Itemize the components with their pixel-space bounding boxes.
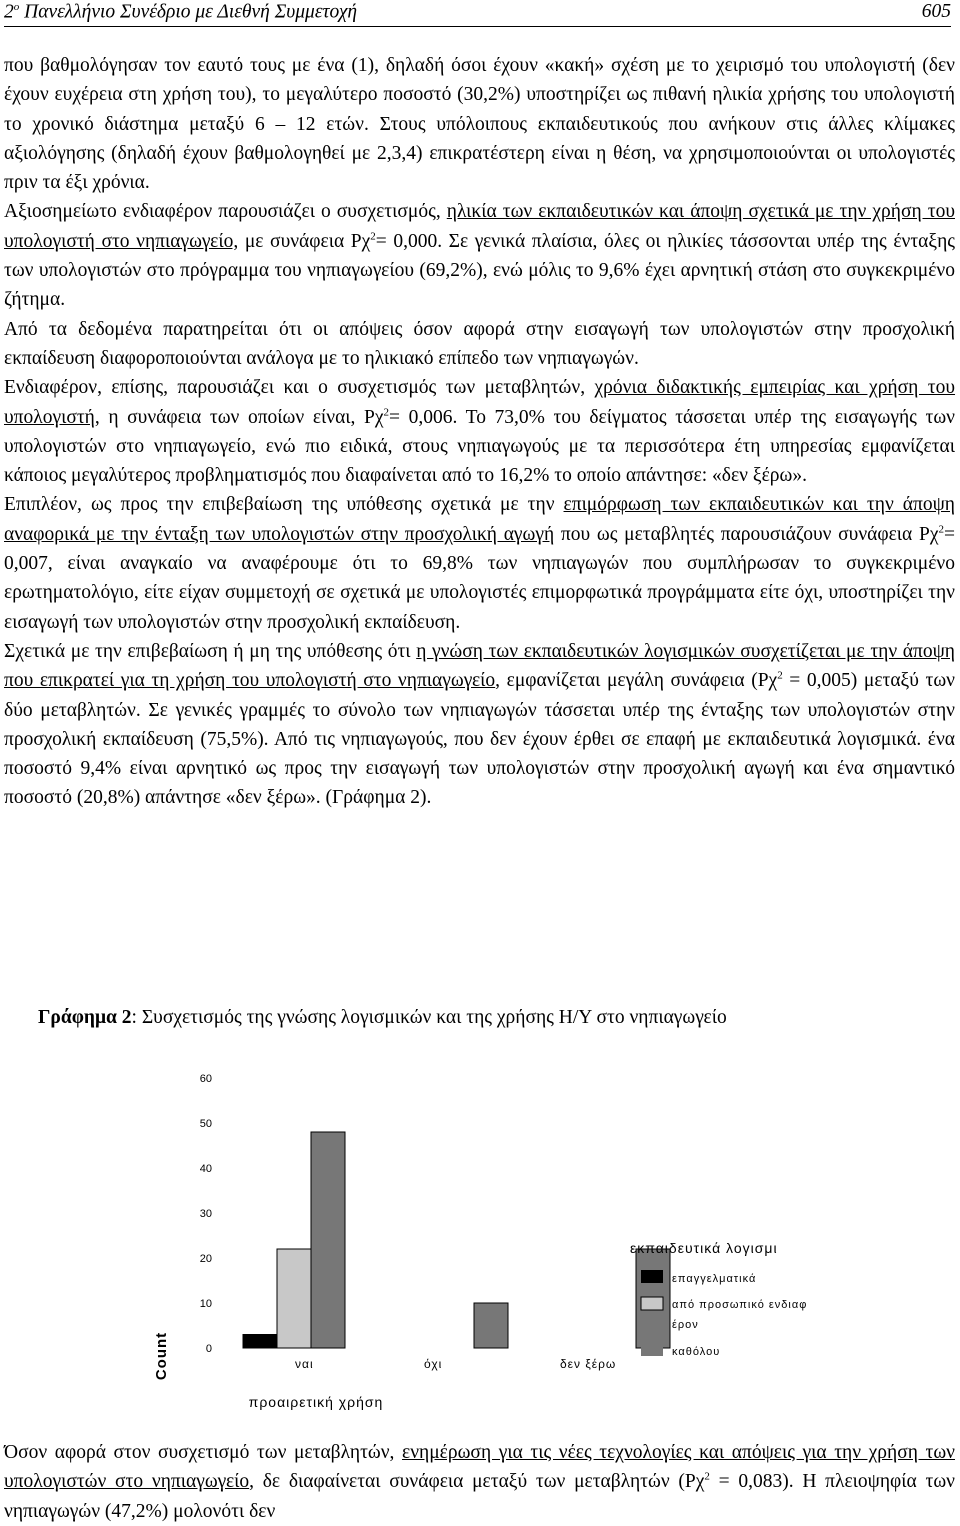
x-tick-label: ναι bbox=[295, 1357, 314, 1371]
y-axis-label: Count bbox=[153, 1331, 170, 1381]
x-tick-label: δεν ξέρω bbox=[560, 1357, 617, 1371]
page-number: 605 bbox=[921, 1, 951, 22]
body-text-bottom bbox=[4, 1438, 955, 1526]
y-tick-label: 30 bbox=[199, 1208, 212, 1220]
bar-1-1 bbox=[243, 1335, 277, 1349]
y-tick-label: 0 bbox=[205, 1343, 212, 1355]
legend-label-2a: από προσωπικό ενδιαφ bbox=[672, 1299, 808, 1311]
y-tick-label: 20 bbox=[199, 1253, 212, 1265]
paragraph-2: Αξιοσημείωτο ενδιαφέρον παρουσιάζει ο συσχετισμός, ηλικία των εκπαιδευτικών και άποψη σχετικά με την χρήση του υπολογιστή στο νηπιαγωγείο, με συνάφεια $P\chi^2= 0,000$. Σε γενικά πλαίσια, όλες οι ηλικίες τάσσονται υπέρ της ένταξης των υπολογιστών στο πρόγραμμα του νηπιαγωγείου (69,2%), ενώ μόλις το 9,6% έχει αρνητική στάση στο συγκεκριμένο ζήτημα. bbox=[4, 201, 955, 311]
bar-2-3 bbox=[474, 1303, 508, 1348]
body-text bbox=[4, 51, 955, 813]
paragraph-6: Σχετικά με την επιβεβαίωση ή μη της υπόθεσης ότι η γνώση των εκπαιδευτικών λογισμικών συσχετίζεται με την άποψη που επικρατεί για τη χρήση του υπολογιστή στο νηπιαγωγείο, εμφανίζεται μεγάλη συνάφεια $(P\chi^2 = 0,005)$ μεταξύ των δύο μεταβλητών. Σε γενικές γραμμές το σύνολο των νηπιαγωγών τάσσεται υπέρ της ένταξης των υπολογιστών στην προσχολική εκπαίδευση (75,5%). Από τις νηπιαγωγούς, που δεν έχουν έρθει σε επαφή με εκπαιδευτικά λογισμικά. ένα ποσοστό 9,4% είναι αρνητικό ως προς την εισαγωγή των υπολογιστών στην προσχολική αγωγή και ένα σημαντικό ποσοστό (20,8%) απάντησε «δεν ξέρω». (Γράφημα 2). bbox=[4, 640, 956, 809]
chart-bars bbox=[243, 1132, 670, 1348]
y-axis-ticks bbox=[200, 1073, 212, 1355]
legend-swatch-2 bbox=[641, 1297, 663, 1310]
paragraph-1: που βαθμολόγησαν τον εαυτό τους με ένα (1), δηλαδή όσοι έχουν «κακή» σχέση με το χειρισμό του υπολογιστή (δεν έχουν ευχέρεια στη χρήση του), το μεγαλύτερο ποσοστό (30,2%) υποστηρίζει ως πιθανή ηλικία χρήσης του υπολογιστή το χρονικό διάστημα μεταξύ 6 – 12 ετών. Στους υπόλοιπους εκπαιδευτικούς που ανήκουν στις άλλες κλίμακες αξιολόγησης (δηλαδή έχουν βαθμολογηθεί με 2,3,4) επικρατέστερη είναι η θέση, να χρησιμοποιούνται οι υπολογιστές πριν τα έξι χρόνια. bbox=[4, 55, 955, 194]
legend-title: εκπαιδευτικά λογισμι bbox=[630, 1240, 778, 1256]
legend-swatch-1 bbox=[641, 1270, 663, 1283]
legend-label-1: επαγγελματικά bbox=[672, 1273, 757, 1285]
bar-chart bbox=[0, 1050, 960, 1420]
x-axis-labels bbox=[295, 1357, 616, 1371]
y-tick-label: 50 bbox=[199, 1118, 212, 1130]
figure-caption: Γράφημα 2: Συσχετισμός της γνώσης λογισμικών και της χρήσης Η/Υ στο νηπιαγωγείο bbox=[38, 1007, 727, 1028]
legend-swatch-3 bbox=[641, 1343, 663, 1356]
page-header bbox=[4, 0, 951, 27]
bar-1-3 bbox=[311, 1132, 345, 1348]
paragraph-3: Από τα δεδομένα παρατηρείται ότι οι απόψεις όσον αφορά στην εισαγωγή των υπολογιστών στην προσχολική εκπαίδευση διαφοροποιούνται ανάλογα με το ηλικιακό επίπεδο των νηπιαγωγών. bbox=[4, 318, 955, 369]
legend-label-3: καθόλου bbox=[672, 1346, 721, 1358]
paragraph-4: Ενδιαφέρον, επίσης, παρουσιάζει και ο συσχετισμός των μεταβλητών, χρόνια διδακτικής εμπειρίας και χρήση του υπολογιστή, η συνάφεια των οποίων είναι, $P\chi^2= 0,006$. Το 73,0% του δείγματος τάσσεται υπέρ της εισαγωγής των υπολογιστών στο νηπιαγωγείο, ενώ πιο ειδικά, στους νηπιαγωγούς με τα περισσότερα έτη υπηρεσίας εμφανίζεται κάποιος μεγαλύτερος προβληματισμός που διαφαίνεται από το 16,2% το οποίο απάντησε: «δεν ξέρω». bbox=[4, 377, 956, 487]
bar-1-2 bbox=[277, 1249, 311, 1348]
x-axis-label: προαιρετική χρήση bbox=[248, 1394, 384, 1410]
paragraph-7: Όσον αφορά στον συσχετισμό των μεταβλητών, ενημέρωση για τις νέες τεχνολογίες και απόψεις για την χρήση των υπολογιστών στο νηπιαγωγείο, δε διαφαίνεται συνάφεια μεταξύ των μεταβλητών $(P\chi^2 = 0,083)$. Η πλειοψηφία των νηπιαγωγών (47,2%) μολονότι δεν bbox=[4, 1442, 955, 1522]
y-tick-label: 60 bbox=[199, 1073, 212, 1085]
paragraph-5: Επιπλέον, ως προς την επιβεβαίωση της υπόθεσης σχετικά με την επιμόρφωση των εκπαιδευτικών και την άποψη αναφορικά με την ένταξη των υπολογιστών στην προσχολική αγωγή που ως μεταβλητές παρουσιάζουν συνάφεια $P\chi^2= 0,007$, είναι αναγκαίο να αναφέρουμε ότι το 69,8% των νηπιαγωγών που συμπλήρωσαν το συγκεκριμένο ερωτηματολόγιο, είτε είχαν συμμετοχή σε σχετικά με υπολογιστές επιμορφωτικά προγράμματα είτε όχι, υποστηρίζει την εισαγωγή των υπολογιστών στην προσχολική εκπαίδευση. bbox=[4, 494, 955, 633]
y-tick-label: 40 bbox=[199, 1163, 212, 1175]
y-tick-label: 10 bbox=[199, 1298, 212, 1310]
x-tick-label: όχι bbox=[424, 1357, 443, 1371]
conference-title: $2^o$ Πανελλήνιο Συνέδριο με Διεθνή Συμμετοχή bbox=[4, 1, 358, 23]
legend-label-2b: έρον bbox=[672, 1319, 699, 1331]
